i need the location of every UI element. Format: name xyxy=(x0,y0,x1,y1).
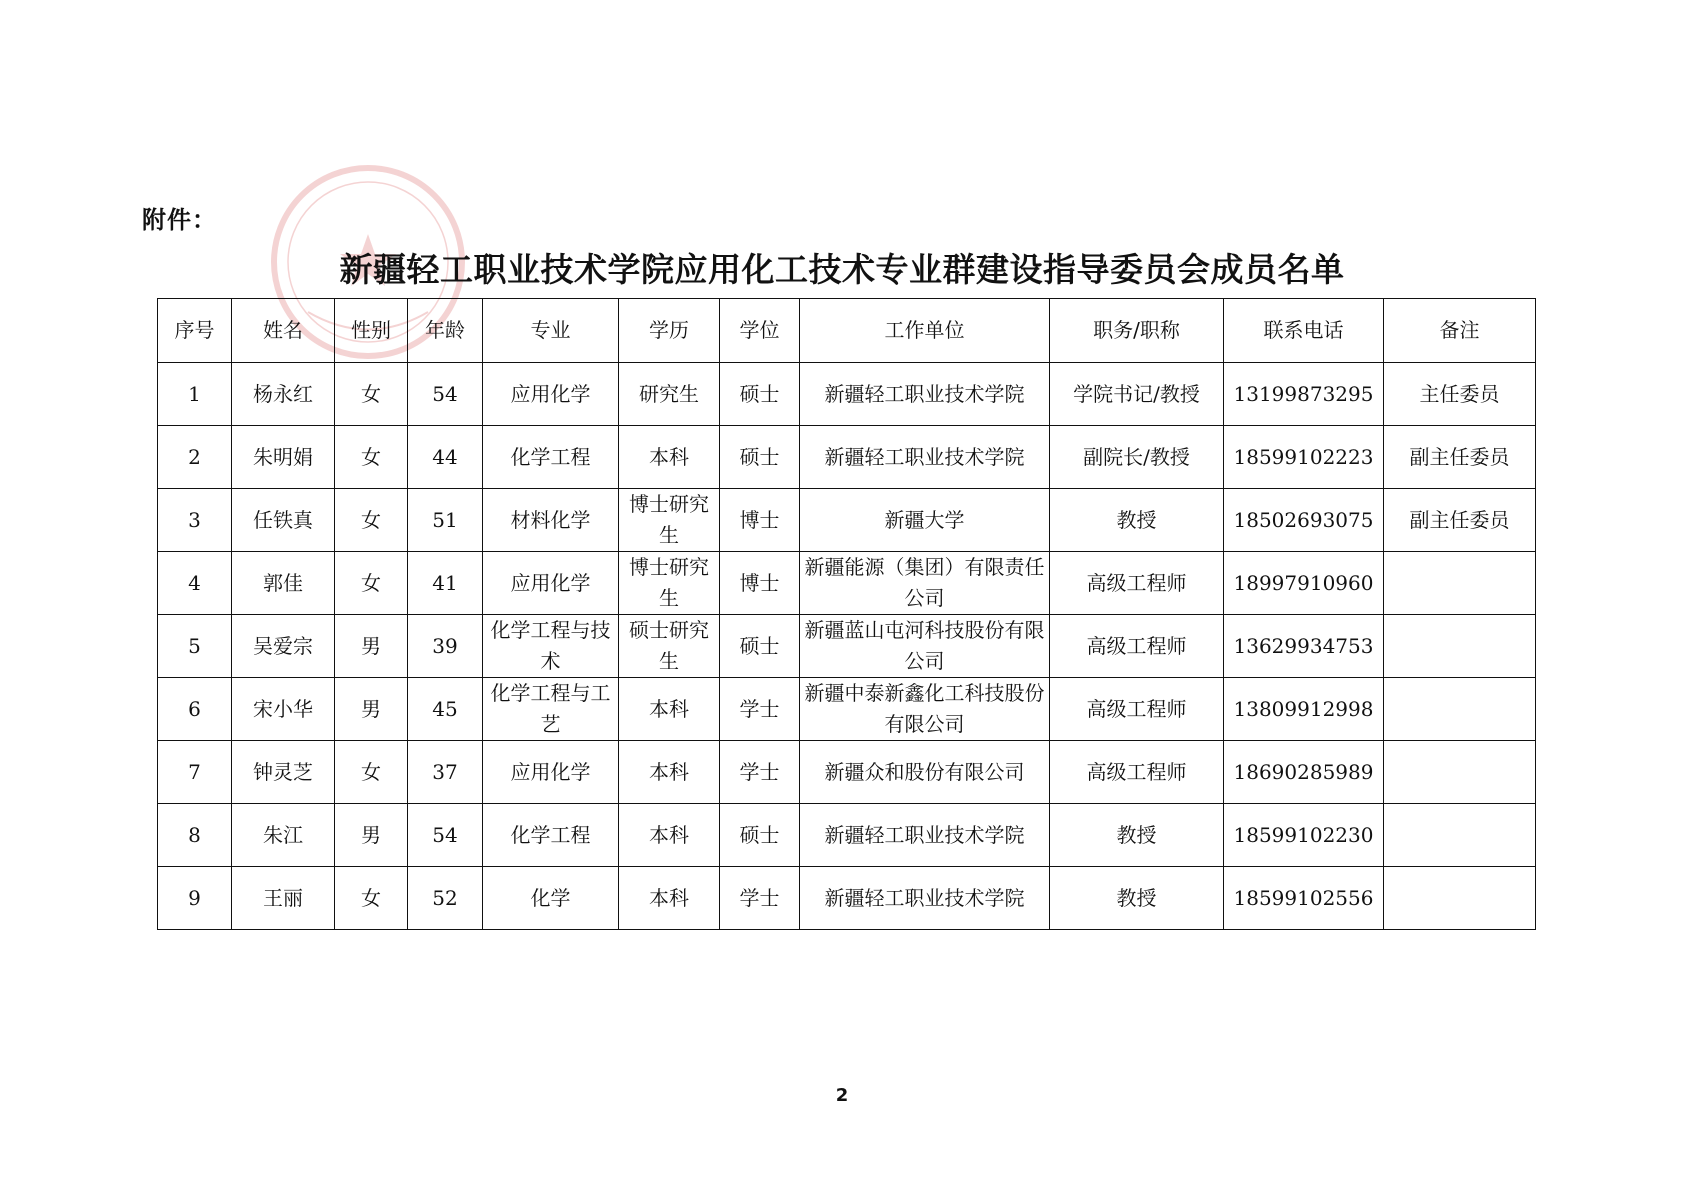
table-cell: 新疆轻工职业技术学院 xyxy=(800,363,1050,426)
table-cell: 化学工程 xyxy=(483,426,619,489)
table-cell: 男 xyxy=(335,615,408,678)
table-cell: 男 xyxy=(335,678,408,741)
table-cell: 18599102223 xyxy=(1224,426,1384,489)
table-cell: 新疆轻工职业技术学院 xyxy=(800,867,1050,930)
table-cell: 材料化学 xyxy=(483,489,619,552)
table-cell: 学士 xyxy=(720,741,800,804)
table-cell: 高级工程师 xyxy=(1050,678,1224,741)
table-cell: 新疆众和股份有限公司 xyxy=(800,741,1050,804)
header-cell: 序号 xyxy=(158,299,232,363)
table-cell: 本科 xyxy=(619,741,720,804)
table-cell: 学士 xyxy=(720,678,800,741)
table-cell: 女 xyxy=(335,867,408,930)
table-cell: 朱明娟 xyxy=(232,426,335,489)
committee-roster-table xyxy=(157,298,1536,930)
table-cell: 学士 xyxy=(720,867,800,930)
table-cell: 吴爱宗 xyxy=(232,615,335,678)
header-cell: 性别 xyxy=(335,299,408,363)
table-cell: 硕士研究生 xyxy=(619,615,720,678)
table-cell xyxy=(1384,867,1536,930)
table-cell: 39 xyxy=(408,615,483,678)
table-cell: 硕士 xyxy=(720,615,800,678)
table-cell xyxy=(1384,552,1536,615)
header-cell: 专业 xyxy=(483,299,619,363)
table-cell: 2 xyxy=(158,426,232,489)
table-cell: 女 xyxy=(335,363,408,426)
table-cell: 副主任委员 xyxy=(1384,426,1536,489)
table-cell: 新疆轻工职业技术学院 xyxy=(800,804,1050,867)
table-row xyxy=(158,867,1536,930)
table-cell: 新疆能源（集团）有限责任公司 xyxy=(800,552,1050,615)
header-cell: 学位 xyxy=(720,299,800,363)
table-cell xyxy=(1384,741,1536,804)
table-cell: 18502693075 xyxy=(1224,489,1384,552)
table-cell: 学院书记/教授 xyxy=(1050,363,1224,426)
table-cell: 教授 xyxy=(1050,804,1224,867)
table-cell: 18599102556 xyxy=(1224,867,1384,930)
table-cell: 54 xyxy=(408,363,483,426)
table-cell: 硕士 xyxy=(720,363,800,426)
header-cell: 姓名 xyxy=(232,299,335,363)
table-cell: 女 xyxy=(335,426,408,489)
table-cell: 13199873295 xyxy=(1224,363,1384,426)
table-cell: 6 xyxy=(158,678,232,741)
table-cell: 高级工程师 xyxy=(1050,552,1224,615)
table-row xyxy=(158,363,1536,426)
table-cell: 本科 xyxy=(619,678,720,741)
table-cell: 宋小华 xyxy=(232,678,335,741)
table-cell: 8 xyxy=(158,804,232,867)
table-cell: 女 xyxy=(335,552,408,615)
table-cell: 硕士 xyxy=(720,804,800,867)
table-cell: 18997910960 xyxy=(1224,552,1384,615)
table-cell: 新疆轻工职业技术学院 xyxy=(800,426,1050,489)
table-cell: 女 xyxy=(335,741,408,804)
table-row xyxy=(158,678,1536,741)
table-cell xyxy=(1384,678,1536,741)
table-cell: 新疆中泰新鑫化工科技股份有限公司 xyxy=(800,678,1050,741)
table-cell: 44 xyxy=(408,426,483,489)
table-row xyxy=(158,804,1536,867)
table-cell: 博士研究生 xyxy=(619,552,720,615)
table-cell: 教授 xyxy=(1050,489,1224,552)
page-number: 2 xyxy=(835,1085,849,1106)
table-cell: 本科 xyxy=(619,867,720,930)
table-cell: 女 xyxy=(335,489,408,552)
table-cell: 副主任委员 xyxy=(1384,489,1536,552)
document-title: 新疆轻工职业技术学院应用化工技术专业群建设指导委员会成员名单 xyxy=(339,250,1345,289)
table-cell: 新疆大学 xyxy=(800,489,1050,552)
header-cell: 年龄 xyxy=(408,299,483,363)
table-cell xyxy=(1384,804,1536,867)
table-cell: 51 xyxy=(408,489,483,552)
table-cell: 朱江 xyxy=(232,804,335,867)
table-cell: 王丽 xyxy=(232,867,335,930)
attachment-label: 附件： xyxy=(142,206,217,234)
table-cell: 高级工程师 xyxy=(1050,741,1224,804)
header-cell: 学历 xyxy=(619,299,720,363)
table-cell: 研究生 xyxy=(619,363,720,426)
table-cell: 18599102230 xyxy=(1224,804,1384,867)
table-row xyxy=(158,426,1536,489)
table-cell: 9 xyxy=(158,867,232,930)
table-cell: 54 xyxy=(408,804,483,867)
table-cell: 化学工程与工艺 xyxy=(483,678,619,741)
table-cell: 任铁真 xyxy=(232,489,335,552)
table-cell: 新疆蓝山屯河科技股份有限公司 xyxy=(800,615,1050,678)
table-cell: 4 xyxy=(158,552,232,615)
table-cell: 应用化学 xyxy=(483,741,619,804)
table-cell: 男 xyxy=(335,804,408,867)
table-cell: 45 xyxy=(408,678,483,741)
table-cell xyxy=(1384,615,1536,678)
table-cell: 1 xyxy=(158,363,232,426)
table-row xyxy=(158,741,1536,804)
table-cell: 博士 xyxy=(720,489,800,552)
table-cell: 41 xyxy=(408,552,483,615)
table-cell: 杨永红 xyxy=(232,363,335,426)
table-cell: 应用化学 xyxy=(483,552,619,615)
table-row xyxy=(158,615,1536,678)
table-cell: 13629934753 xyxy=(1224,615,1384,678)
table-cell: 郭佳 xyxy=(232,552,335,615)
header-cell: 工作单位 xyxy=(800,299,1050,363)
table-cell: 37 xyxy=(408,741,483,804)
table-cell: 硕士 xyxy=(720,426,800,489)
table-cell: 7 xyxy=(158,741,232,804)
table-cell: 化学工程与技术 xyxy=(483,615,619,678)
table-cell: 高级工程师 xyxy=(1050,615,1224,678)
table-cell: 5 xyxy=(158,615,232,678)
header-cell: 职务/职称 xyxy=(1050,299,1224,363)
table-cell: 教授 xyxy=(1050,867,1224,930)
table-cell: 3 xyxy=(158,489,232,552)
table-header-row xyxy=(158,299,1536,363)
table-row xyxy=(158,489,1536,552)
table-cell: 博士研究生 xyxy=(619,489,720,552)
table-cell: 本科 xyxy=(619,804,720,867)
table-cell: 博士 xyxy=(720,552,800,615)
table-cell: 化学 xyxy=(483,867,619,930)
table-cell: 钟灵芝 xyxy=(232,741,335,804)
table-cell: 18690285989 xyxy=(1224,741,1384,804)
table-cell: 13809912998 xyxy=(1224,678,1384,741)
table-cell: 化学工程 xyxy=(483,804,619,867)
table-cell: 副院长/教授 xyxy=(1050,426,1224,489)
table-cell: 52 xyxy=(408,867,483,930)
table-cell: 主任委员 xyxy=(1384,363,1536,426)
table-cell: 本科 xyxy=(619,426,720,489)
header-cell: 联系电话 xyxy=(1224,299,1384,363)
table-row xyxy=(158,552,1536,615)
header-cell: 备注 xyxy=(1384,299,1536,363)
table-cell: 应用化学 xyxy=(483,363,619,426)
